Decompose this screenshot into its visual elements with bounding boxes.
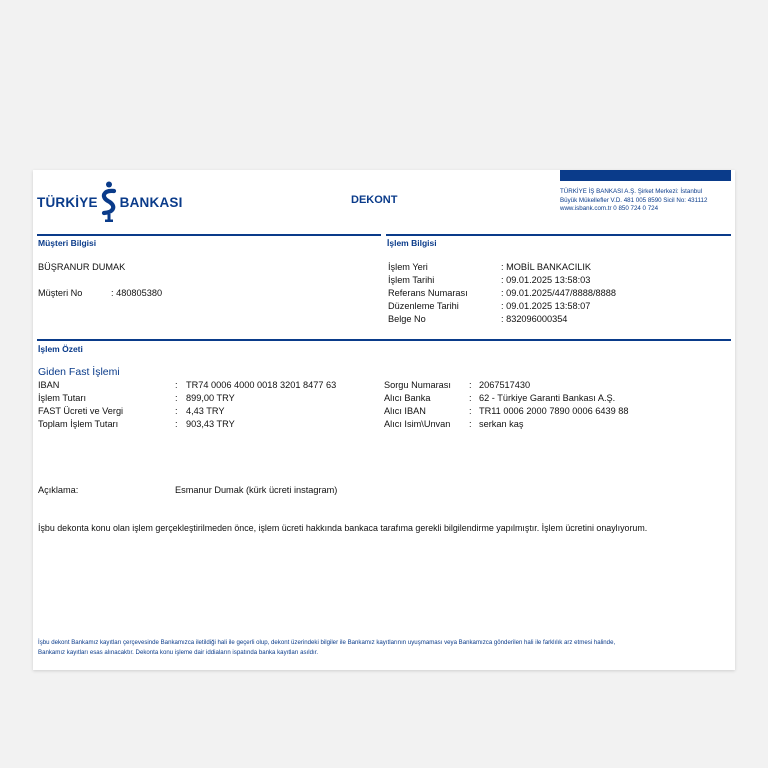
- summary-right-label: Alıcı Banka: [384, 393, 431, 403]
- summary-right-sep: :: [469, 393, 472, 403]
- summary-right-sep: :: [469, 406, 472, 416]
- description-label: Açıklama:: [38, 485, 79, 495]
- description-value: Esmanur Dumak (kürk ücreti instagram): [175, 485, 338, 495]
- summary-left-sep: :: [175, 406, 178, 416]
- summary-left-label: FAST Ücreti ve Vergi: [38, 406, 124, 416]
- summary-left-sep: :: [175, 419, 178, 429]
- receipt-document: [33, 170, 735, 670]
- transaction-row-label: Belge No: [388, 314, 426, 324]
- summary-section-rule: [37, 339, 731, 341]
- footer-line: İşbu dekont Bankamız kayıtları çerçevesinde Bankamızca iletildiği hali ile geçerli olup, dekont üzerindeki bilgiler ile Bankamız kayıtlarının uyuşmaması veya Bankamızca gönderilen hali ile farklılık arz etmesi halinde,: [38, 639, 616, 646]
- summary-left-label: IBAN: [38, 380, 60, 390]
- summary-right-label: Alıcı IBAN: [384, 406, 426, 416]
- customer-no-value: : 480805380: [111, 288, 163, 298]
- transaction-row-value: : 832096000354: [501, 314, 568, 324]
- summary-section-title: İşlem Özeti: [38, 344, 83, 354]
- summary-right-value: serkan kaş: [479, 419, 524, 429]
- transaction-section-title: İşlem Bilgisi: [387, 238, 437, 248]
- summary-right-label: Alıcı Isim\Unvan: [384, 419, 451, 429]
- summary-right-sep: :: [469, 380, 472, 390]
- summary-right-label: Sorgu Numarası: [384, 380, 451, 390]
- bank-logo: [37, 180, 183, 224]
- transaction-row-label: İşlem Yeri: [388, 262, 428, 272]
- summary-right-value: TR11 0006 2000 7890 0006 6439 88: [479, 406, 629, 416]
- bank-emblem-icon: [99, 181, 119, 223]
- transaction-row-label: Referans Numarası: [388, 288, 468, 298]
- transaction-row-label: Düzenleme Tarihi: [388, 301, 459, 311]
- summary-right-value: 2067517430: [479, 380, 531, 390]
- footer-line: Bankamız kayıtları esas alınacaktır. Dekonta konu işleme dair iddiaların ispatında banka kayıtları asıldır.: [38, 648, 319, 656]
- document-title: DEKONT: [351, 194, 398, 206]
- transaction-section-rule: [386, 234, 731, 236]
- transaction-row-value: : 09.01.2025 13:58:03: [501, 275, 591, 285]
- summary-left-value: TR74 0006 4000 0018 3201 8477 63: [186, 380, 337, 390]
- summary-right-value: 62 - Türkiye Garanti Bankası A.Ş.: [479, 393, 616, 403]
- summary-left-label: Toplam İşlem Tutarı: [38, 419, 119, 429]
- header-color-bar: [560, 170, 731, 181]
- summary-left-sep: :: [175, 380, 178, 390]
- logo-text-left: TÜRKİYE: [37, 194, 98, 210]
- summary-left-value: 903,43 TRY: [186, 419, 235, 429]
- consent-text: İşbu dekonta konu olan işlem gerçekleştirilmeden önce, işlem ücreti hakkında bankaca tarafıma gerekli bilgilendirme yapılmıştır. İşlem ücretini onaylıyorum.: [38, 523, 648, 533]
- transaction-row-value: : 09.01.2025/447/8888/8888: [501, 288, 616, 298]
- transaction-row-value: : 09.01.2025 13:58:07: [501, 301, 591, 311]
- customer-no-label: Müşteri No: [38, 288, 83, 298]
- customer-section-title: Müşteri Bilgisi: [38, 238, 97, 248]
- company-line: TÜRKİYE İŞ BANKASI A.Ş. Şirket Merkezi: İstanbul: [560, 188, 703, 195]
- company-line: Büyük Mükellefler V.D. 481 005 8590 Sicil No: 431112: [560, 196, 708, 204]
- customer-name: BÜŞRANUR DUMAK: [38, 262, 126, 272]
- transfer-type: Giden Fast İşlemi: [38, 366, 120, 378]
- legal-footer: [38, 638, 738, 657]
- transaction-row-value: : MOBİL BANKACILIK: [501, 262, 592, 272]
- logo-text-right: BANKASI: [119, 194, 183, 210]
- transaction-row-label: İşlem Tarihi: [388, 275, 435, 285]
- summary-left-value: 4,43 TRY: [186, 406, 225, 416]
- summary-left-label: İşlem Tutarı: [38, 393, 86, 403]
- summary-right-sep: :: [469, 419, 472, 429]
- company-info: [560, 188, 707, 214]
- summary-left-sep: :: [175, 393, 178, 403]
- company-line: www.isbank.com.tr 0 850 724 0 724: [560, 205, 659, 213]
- customer-section-rule: [37, 234, 381, 236]
- summary-left-value: 899,00 TRY: [186, 393, 235, 403]
